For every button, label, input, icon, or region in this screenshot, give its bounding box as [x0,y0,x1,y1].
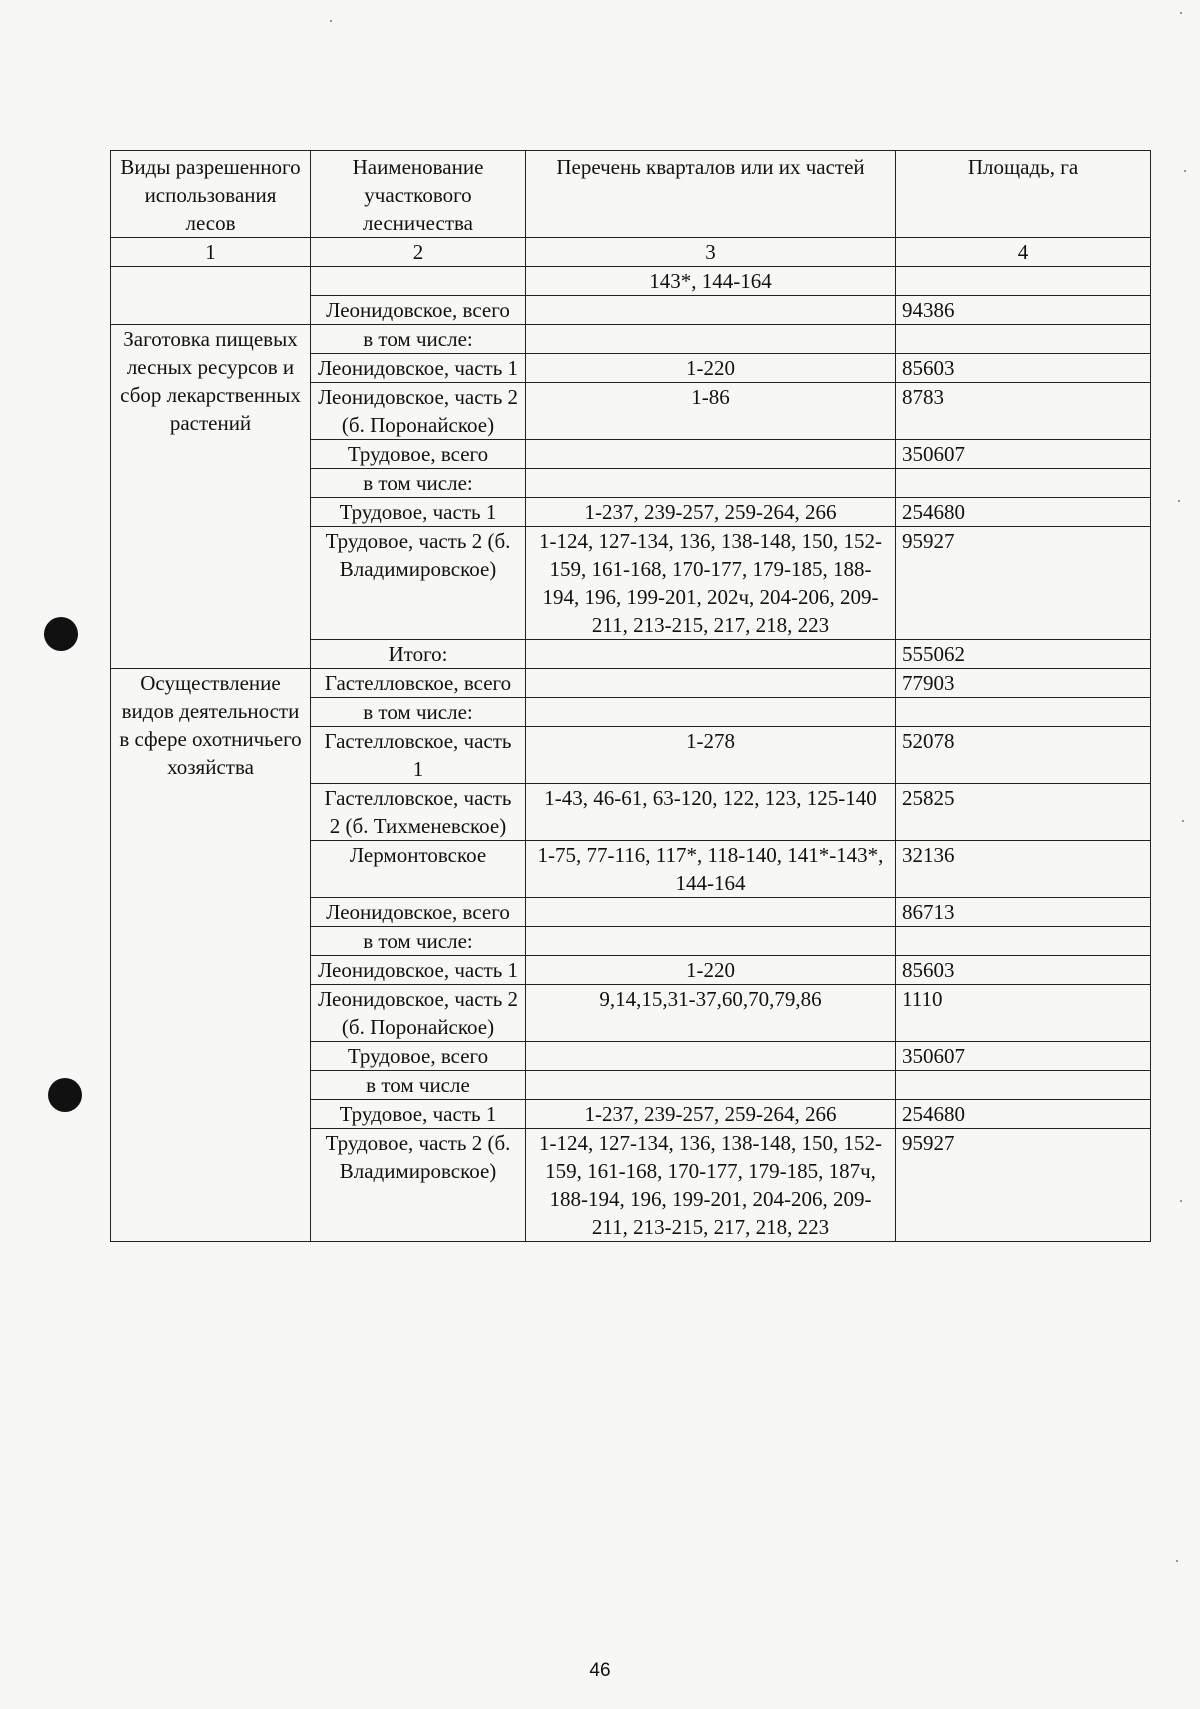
scan-speck [1184,170,1186,172]
forestry-name: Леонидовское, часть 1 [311,956,526,985]
usage-type-group: Заготовка пищевых лесных ресурсов и сбор лекарственных растений [111,325,311,669]
quarters-list [526,469,896,498]
quarters-list [526,1071,896,1100]
quarters-list: 1-237, 239-257, 259-264, 266 [526,1100,896,1129]
forestry-name: Трудовое, всего [311,440,526,469]
forestry-name: Итого: [311,640,526,669]
forestry-name: Леонидовское, часть 2 (б. Поронайское) [311,383,526,440]
forestry-name [311,267,526,296]
quarters-list [526,640,896,669]
area-value: 94386 [896,296,1151,325]
area-value: 77903 [896,669,1151,698]
quarters-list: 1-75, 77-116, 117*, 118-140, 141*-143*, 144-164 [526,841,896,898]
area-value [896,927,1151,956]
quarters-list: 1-220 [526,956,896,985]
table-row [111,325,1151,354]
forestry-name: в том числе: [311,325,526,354]
quarters-list [526,927,896,956]
area-value: 85603 [896,354,1151,383]
quarters-list [526,325,896,354]
area-value: 25825 [896,784,1151,841]
area-value: 32136 [896,841,1151,898]
table-row [111,669,1151,698]
forestry-name: Леонидовское, часть 2 (б. Поронайское) [311,985,526,1042]
usage-type-cell-empty [111,267,311,325]
forestry-name: Трудовое, всего [311,1042,526,1071]
area-value: 1110 [896,985,1151,1042]
quarters-list: 1-237, 239-257, 259-264, 266 [526,498,896,527]
area-value: 85603 [896,956,1151,985]
punch-hole-bottom [48,1078,82,1112]
page-number: 46 [589,1660,611,1681]
area-value: 254680 [896,498,1151,527]
area-value: 350607 [896,440,1151,469]
quarters-list [526,440,896,469]
forestry-name: Трудовое, часть 2 (б. Владимировское) [311,527,526,640]
forestry-name: Трудовое, часть 1 [311,1100,526,1129]
area-value [896,469,1151,498]
quarters-list [526,898,896,927]
header-forestry-name: Наименование участкового лесничества [311,151,526,238]
quarters-list [526,1042,896,1071]
area-value: 95927 [896,1129,1151,1242]
quarters-list: 1-124, 127-134, 136, 138-148, 150, 152-159, 161-168, 170-177, 179-185, 188-194, 196, 199-201, 202ч, 204-206, 209-211, 213-215, 217, 218, 223 [526,527,896,640]
column-number: 4 [896,238,1151,267]
scan-speck [1180,12,1182,14]
header-usage-type: Виды разрешенного использования лесов [111,151,311,238]
area-value: 95927 [896,527,1151,640]
scan-speck [330,20,332,22]
forestry-name: Трудовое, часть 1 [311,498,526,527]
forestry-name: Гастелловское, часть 1 [311,727,526,784]
quarters-list [526,698,896,727]
area-value [896,267,1151,296]
area-value: 8783 [896,383,1151,440]
forestry-name: Трудовое, часть 2 (б. Владимировское) [311,1129,526,1242]
column-number: 1 [111,238,311,267]
forestry-name: в том числе [311,1071,526,1100]
forestry-name: Леонидовское, часть 1 [311,354,526,383]
column-number: 2 [311,238,526,267]
area-value: 86713 [896,898,1151,927]
quarters-list: 1-43, 46-61, 63-120, 122, 123, 125-140 [526,784,896,841]
quarters-list: 9,14,15,31-37,60,70,79,86 [526,985,896,1042]
punch-hole-top [44,617,78,651]
scan-speck [1178,500,1180,502]
table-header-row [111,151,1151,238]
area-value: 350607 [896,1042,1151,1071]
quarters-list: 1-220 [526,354,896,383]
forestry-name: в том числе: [311,698,526,727]
quarters-list [526,669,896,698]
forest-use-table [110,150,1151,1242]
column-number-row [111,238,1151,267]
quarters-list: 1-86 [526,383,896,440]
header-quarters-list: Перечень кварталов или их частей [526,151,896,238]
area-value: 254680 [896,1100,1151,1129]
area-value [896,698,1151,727]
area-value: 555062 [896,640,1151,669]
forestry-name: Гастелловское, часть 2 (б. Тихменевское) [311,784,526,841]
quarters-list: 143*, 144-164 [526,267,896,296]
usage-type-group: Осуществление видов деятельности в сфере охотничьего хозяйства [111,669,311,1242]
forestry-name: Леонидовское, всего [311,296,526,325]
scan-speck [1180,1200,1182,1202]
quarters-list [526,296,896,325]
forestry-name: Лермонтовское [311,841,526,898]
area-value [896,1071,1151,1100]
header-area: Площадь, га [896,151,1151,238]
table-row [111,267,1151,296]
column-number: 3 [526,238,896,267]
forestry-name: Леонидовское, всего [311,898,526,927]
forestry-name: в том числе: [311,927,526,956]
area-value [896,325,1151,354]
forestry-name: Гастелловское, всего [311,669,526,698]
forestry-name: в том числе: [311,469,526,498]
scan-speck [1182,820,1184,822]
scan-speck [1176,1560,1178,1562]
area-value: 52078 [896,727,1151,784]
quarters-list: 1-124, 127-134, 136, 138-148, 150, 152-159, 161-168, 170-177, 179-185, 187ч, 188-194, 196, 199-201, 204-206, 209-211, 213-215, 217, 218, 223 [526,1129,896,1242]
quarters-list: 1-278 [526,727,896,784]
